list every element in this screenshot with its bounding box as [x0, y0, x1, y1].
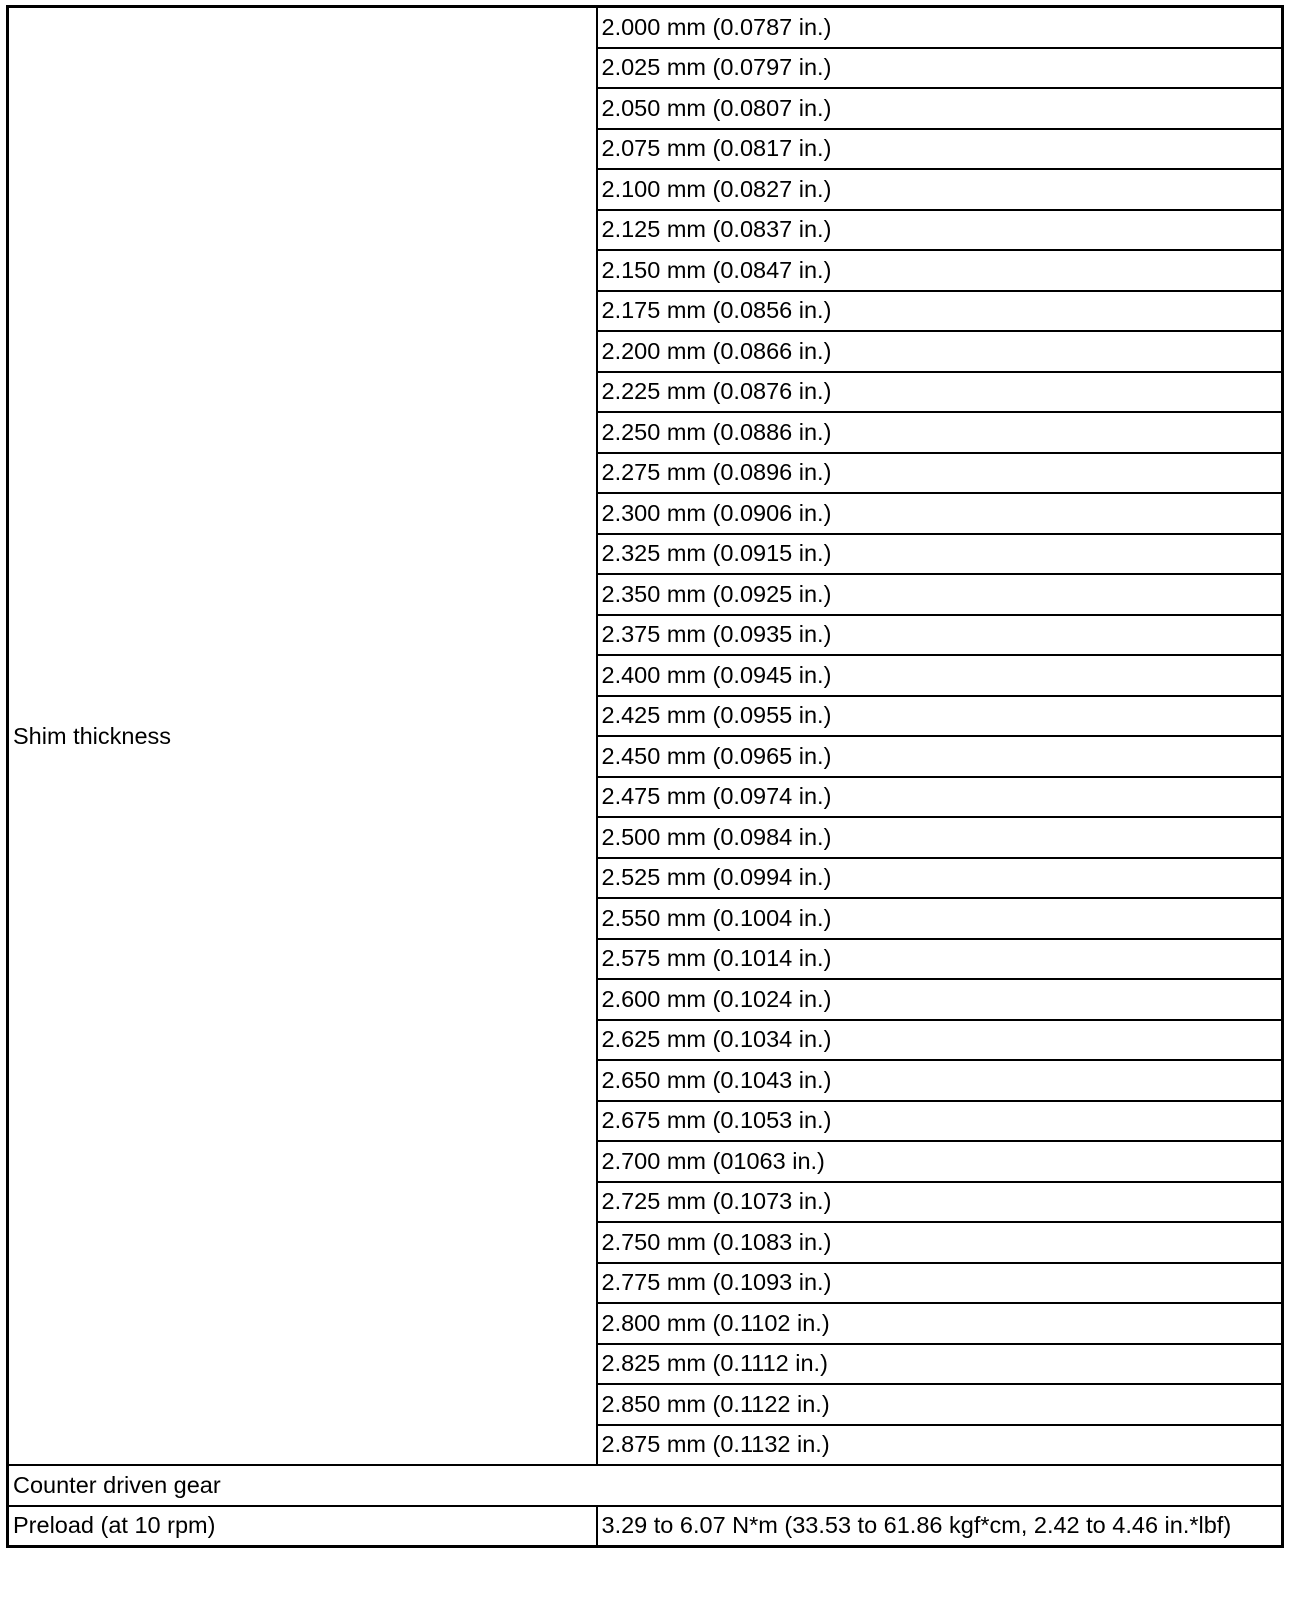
table-row	[8, 1506, 1283, 1547]
shim-value-cell: 2.825 mm (0.1112 in.)	[597, 1344, 1283, 1385]
shim-value-cell: 2.725 mm (0.1073 in.)	[597, 1182, 1283, 1223]
shim-value-cell: 2.650 mm (0.1043 in.)	[597, 1060, 1283, 1101]
shim-value-cell: 2.600 mm (0.1024 in.)	[597, 979, 1283, 1020]
table-row	[8, 7, 1283, 48]
shim-value-cell: 2.675 mm (0.1053 in.)	[597, 1101, 1283, 1142]
specification-table-body	[8, 7, 1283, 1547]
preload-label: Preload (at 10 rpm)	[8, 1506, 597, 1547]
shim-value-cell: 2.325 mm (0.0915 in.)	[597, 534, 1283, 575]
shim-value-cell: 2.375 mm (0.0935 in.)	[597, 615, 1283, 656]
shim-value-cell: 2.700 mm (01063 in.)	[597, 1141, 1283, 1182]
shim-thickness-label: Shim thickness	[8, 7, 597, 1466]
shim-value-cell: 2.875 mm (0.1132 in.)	[597, 1425, 1283, 1466]
shim-value-cell: 2.500 mm (0.0984 in.)	[597, 817, 1283, 858]
specification-table	[6, 5, 1284, 1548]
shim-value-cell: 2.850 mm (0.1122 in.)	[597, 1384, 1283, 1425]
counter-driven-gear-heading: Counter driven gear	[8, 1465, 1283, 1506]
shim-value-cell: 2.075 mm (0.0817 in.)	[597, 129, 1283, 170]
shim-value-cell: 2.100 mm (0.0827 in.)	[597, 169, 1283, 210]
shim-value-cell: 2.175 mm (0.0856 in.)	[597, 291, 1283, 332]
shim-value-cell: 2.225 mm (0.0876 in.)	[597, 372, 1283, 413]
shim-value-cell: 2.025 mm (0.0797 in.)	[597, 48, 1283, 89]
shim-value-cell: 2.550 mm (0.1004 in.)	[597, 898, 1283, 939]
shim-value-cell: 2.400 mm (0.0945 in.)	[597, 655, 1283, 696]
table-row	[8, 1465, 1283, 1506]
shim-value-cell: 2.775 mm (0.1093 in.)	[597, 1263, 1283, 1304]
shim-value-cell: 2.525 mm (0.0994 in.)	[597, 858, 1283, 899]
shim-value-cell: 2.050 mm (0.0807 in.)	[597, 88, 1283, 129]
shim-value-cell: 2.475 mm (0.0974 in.)	[597, 777, 1283, 818]
shim-value-cell: 2.350 mm (0.0925 in.)	[597, 574, 1283, 615]
preload-value: 3.29 to 6.07 N*m (33.53 to 61.86 kgf*cm, 2.42 to 4.46 in.*lbf)	[597, 1506, 1283, 1547]
shim-value-cell: 2.575 mm (0.1014 in.)	[597, 939, 1283, 980]
shim-value-cell: 2.300 mm (0.0906 in.)	[597, 493, 1283, 534]
shim-value-cell: 2.000 mm (0.0787 in.)	[597, 7, 1283, 48]
shim-value-cell: 2.250 mm (0.0886 in.)	[597, 412, 1283, 453]
shim-value-cell: 2.750 mm (0.1083 in.)	[597, 1222, 1283, 1263]
shim-value-cell: 2.275 mm (0.0896 in.)	[597, 453, 1283, 494]
shim-value-cell: 2.450 mm (0.0965 in.)	[597, 736, 1283, 777]
shim-value-cell: 2.150 mm (0.0847 in.)	[597, 250, 1283, 291]
shim-value-cell: 2.125 mm (0.0837 in.)	[597, 210, 1283, 251]
shim-value-cell: 2.200 mm (0.0866 in.)	[597, 331, 1283, 372]
shim-value-cell: 2.425 mm (0.0955 in.)	[597, 696, 1283, 737]
shim-value-cell: 2.800 mm (0.1102 in.)	[597, 1303, 1283, 1344]
shim-value-cell: 2.625 mm (0.1034 in.)	[597, 1020, 1283, 1061]
